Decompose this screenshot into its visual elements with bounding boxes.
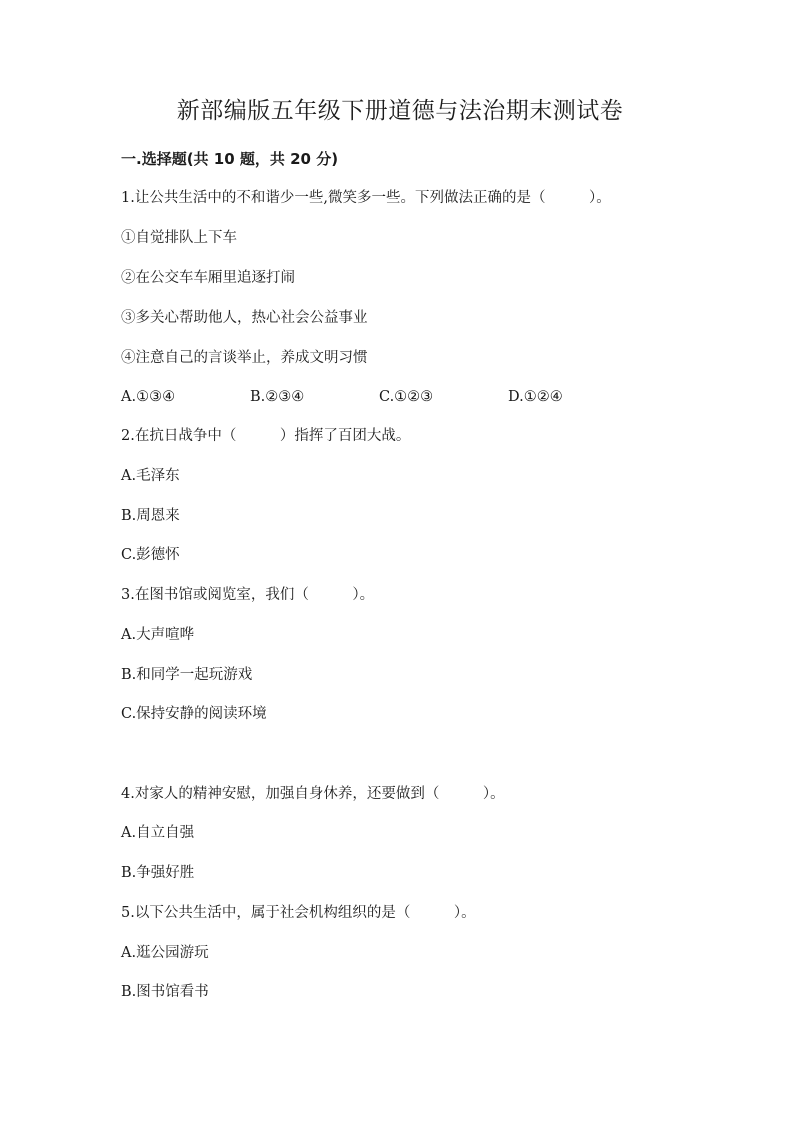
question-3-stem: 3.在图书馆或阅览室，我们（ ）。 xyxy=(121,587,375,603)
question-3-option-a[interactable]: A.大声喧哗 xyxy=(121,627,195,643)
question-1-statement-1: ①自觉排队上下车 xyxy=(121,230,237,246)
question-3-option-b[interactable]: B.和同学一起玩游戏 xyxy=(121,667,253,683)
question-5-option-a[interactable]: A.逛公园游玩 xyxy=(121,945,209,961)
question-2-stem: 2.在抗日战争中（ ）指挥了百团大战。 xyxy=(121,428,411,444)
question-1-option-c[interactable]: C.①②③ xyxy=(379,389,434,405)
question-3-option-c[interactable]: C.保持安静的阅读环境 xyxy=(121,706,267,722)
question-1-stem: 1.让公共生活中的不和谐少一些,微笑多一些。下列做法正确的是（ ）。 xyxy=(121,190,611,206)
question-1-option-b[interactable]: B.②③④ xyxy=(250,389,305,405)
question-5-option-b[interactable]: B.图书馆看书 xyxy=(121,984,209,1000)
question-4-option-b[interactable]: B.争强好胜 xyxy=(121,865,195,881)
question-1-options xyxy=(121,386,621,408)
question-1-statement-2: ②在公交车车厢里追逐打闹 xyxy=(121,270,295,286)
question-1-statement-3: ③多关心帮助他人，热心社会公益事业 xyxy=(121,310,368,326)
question-2-option-a[interactable]: A.毛泽东 xyxy=(121,468,180,484)
question-4-option-a[interactable]: A.自立自强 xyxy=(121,825,195,841)
question-1-statement-4: ④注意自己的言谈举止，养成文明习惯 xyxy=(121,350,368,366)
page-title: 新部编版五年级下册道德与法治期末测试卷 xyxy=(176,98,624,124)
question-5-stem: 5.以下公共生活中，属于社会机构组织的是（ ）。 xyxy=(121,905,476,921)
question-4-stem: 4.对家人的精神安慰，加强自身休养，还要做到（ ）。 xyxy=(121,786,505,802)
question-1-option-a[interactable]: A.①③④ xyxy=(121,389,176,405)
question-2-option-c[interactable]: C.彭德怀 xyxy=(121,547,180,563)
section-heading: 一.选择题(共 10 题，共 20 分) xyxy=(121,150,339,168)
question-2-option-b[interactable]: B.周恩来 xyxy=(121,508,180,524)
question-1-option-d[interactable]: D.①②④ xyxy=(508,389,563,405)
